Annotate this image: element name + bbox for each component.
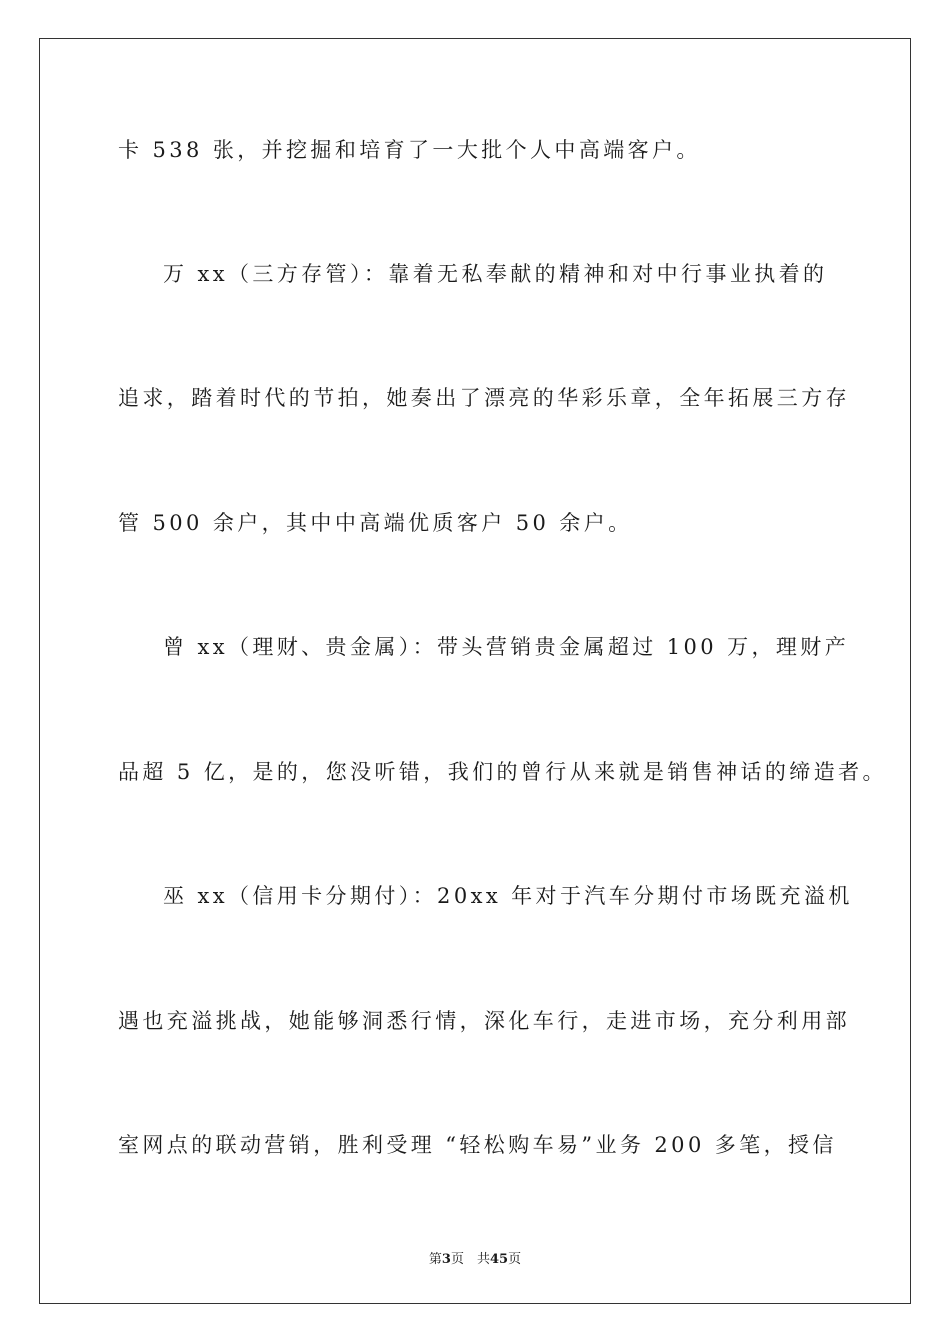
text-line-2: 万 xx（三方存管）：靠着无私奉献的精神和对中行事业执着的 [163,262,828,286]
text-line-3: 追求，踏着时代的节拍，她奏出了漂亮的华彩乐章，全年拓展三方存 [118,386,850,410]
footer-mid: 页 共 [450,1252,490,1267]
text-line-8: 遇也充溢挑战，她能够洞悉行情，深化车行，走进市场，充分利用部 [118,1009,850,1033]
page-border [39,38,911,1304]
text-line-4: 管 500 余户，其中中高端优质客户 50 余户。 [118,511,633,535]
footer-suffix: 页 [508,1252,522,1267]
footer-prefix: 第 [428,1252,442,1267]
text-line-6: 品超 5 亿，是的，您没听错，我们的曾行从来就是销售神话的缔造者。 [118,760,887,784]
footer-total-pages: 45 [489,1252,509,1267]
page-footer [0,1248,950,1267]
text-line-9: 室网点的联动营销，胜利受理 “轻松购车易”业务 200 多笔，授信 [118,1133,837,1157]
text-line-5: 曾 xx（理财、贵金属）：带头营销贵金属超过 100 万，理财产 [163,635,850,659]
text-line-1: 卡 538 张，并挖掘和培育了一大批个人中高端客户。 [118,138,701,162]
text-line-7: 巫 xx（信用卡分期付）：20xx 年对于汽车分期付市场既充溢机 [163,884,853,908]
footer-current-page: 3 [441,1252,451,1267]
